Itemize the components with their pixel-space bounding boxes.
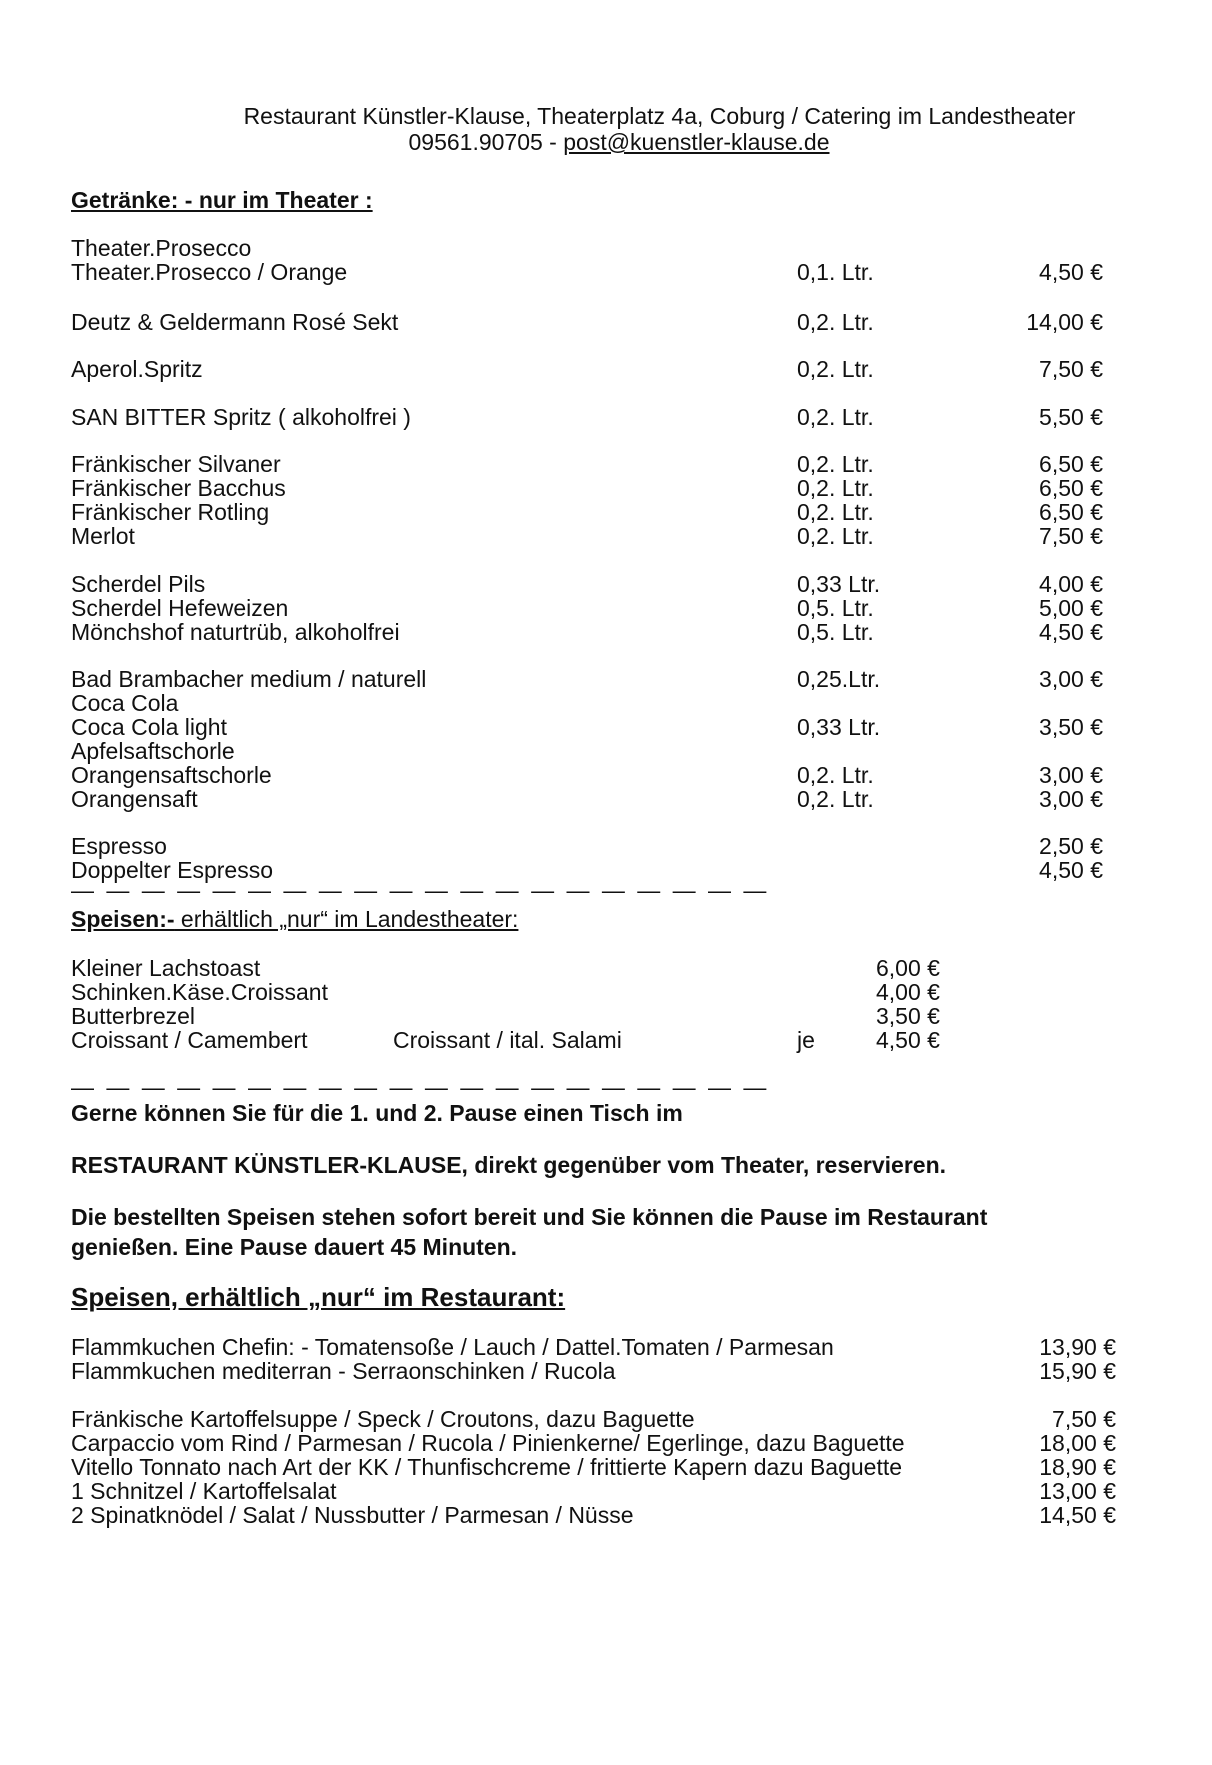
drink-qty: 0,1. Ltr.	[797, 259, 874, 285]
drink-row	[71, 475, 1131, 502]
drink-row	[71, 235, 1131, 262]
drink-name: Theater.Prosecco / Orange	[71, 259, 348, 285]
drink-name: SAN BITTER Spritz ( alkoholfrei )	[71, 404, 411, 430]
drink-price: 7,50 €	[1039, 523, 1103, 549]
drink-price: 4,50 €	[1039, 619, 1103, 645]
drink-price: 4,00 €	[1039, 571, 1103, 597]
drink-name: Doppelter Espresso	[71, 857, 273, 883]
drink-price: 14,00 €	[1026, 309, 1103, 335]
drink-price: 6,50 €	[1039, 499, 1103, 525]
drink-row	[71, 309, 1131, 336]
contact-line	[0, 129, 1212, 155]
dish-price: 13,00 €	[1039, 1478, 1116, 1504]
header	[0, 103, 1212, 155]
food-name-alt: Croissant / ital. Salami	[393, 1027, 622, 1053]
drink-price: 7,50 €	[1039, 356, 1103, 382]
drink-name: Fränkischer Bacchus	[71, 475, 286, 501]
divider-dashes: — — — — — — — — — — — — — — — — — — — —	[71, 877, 770, 903]
drink-name: Coca Cola light	[71, 714, 227, 740]
drink-price: 3,50 €	[1039, 714, 1103, 740]
dish-name: Fränkische Kartoffelsuppe / Speck / Croutons, dazu Baguette	[71, 1406, 695, 1432]
drink-price: 5,00 €	[1039, 595, 1103, 621]
drink-price: 3,00 €	[1039, 666, 1103, 692]
drink-price: 2,50 €	[1039, 833, 1103, 859]
drink-row	[71, 571, 1131, 598]
drink-name: Apfelsaftschorle	[71, 738, 235, 764]
phone-number: 09561.90705 -	[408, 129, 564, 155]
drink-price: 3,00 €	[1039, 762, 1103, 788]
dish-price: 7,50 €	[1052, 1406, 1116, 1432]
dish-price: 15,90 €	[1039, 1358, 1116, 1384]
restaurant-food-row	[71, 1478, 1131, 1505]
food-name: Kleiner Lachstoast	[71, 955, 261, 981]
notice-paragraph-1: Gerne können Sie für die 1. und 2. Pause einen Tisch im	[71, 1100, 683, 1126]
drink-qty: 0,2. Ltr.	[797, 762, 874, 788]
drink-row	[71, 833, 1131, 860]
drink-qty: 0,2. Ltr.	[797, 309, 874, 335]
drink-name: Orangensaft	[71, 786, 198, 812]
food-row	[71, 1003, 1131, 1030]
dish-price: 13,90 €	[1039, 1334, 1116, 1360]
drink-name: Espresso	[71, 833, 167, 859]
drink-row	[71, 786, 1131, 813]
email-link[interactable]: post@kuenstler-klause.de	[563, 129, 830, 155]
drink-row	[71, 259, 1131, 286]
restaurant-food-row	[71, 1406, 1131, 1433]
food-name: Croissant / Camembert	[71, 1027, 308, 1053]
drink-row	[71, 666, 1131, 693]
drink-qty: 0,2. Ltr.	[797, 404, 874, 430]
drink-name: Aperol.Spritz	[71, 356, 203, 382]
drink-qty: 0,2. Ltr.	[797, 451, 874, 477]
drink-name: Orangensaftschorle	[71, 762, 272, 788]
food-theater-title-bold: Speisen:-	[71, 906, 175, 932]
drink-name: Mönchshof naturtrüb, alkoholfrei	[71, 619, 400, 645]
drink-name: Scherdel Pils	[71, 571, 206, 597]
drink-qty: 0,25.Ltr.	[797, 666, 881, 692]
drink-row	[71, 714, 1131, 741]
drink-name: Coca Cola	[71, 690, 179, 716]
food-name: Schinken.Käse.Croissant	[71, 979, 328, 1005]
food-row	[71, 955, 1131, 982]
dish-price: 14,50 €	[1039, 1502, 1116, 1528]
dish-price: 18,90 €	[1039, 1454, 1116, 1480]
dish-name: Vitello Tonnato nach Art der KK / Thunfischcreme / frittierte Kapern dazu Baguette	[71, 1454, 903, 1480]
food-price: 6,00 €	[876, 955, 940, 981]
dish-name: 1 Schnitzel / Kartoffelsalat	[71, 1478, 337, 1504]
drink-qty: 0,5. Ltr.	[797, 619, 874, 645]
drink-price: 3,00 €	[1039, 786, 1103, 812]
restaurant-food-row	[71, 1430, 1131, 1457]
drink-row	[71, 451, 1131, 478]
drink-qty: 0,5. Ltr.	[797, 595, 874, 621]
drink-qty: 0,2. Ltr.	[797, 786, 874, 812]
notice-paragraph-3: Die bestellten Speisen stehen sofort bereit und Sie können die Pause im Restaurant genießen. Eine Pause dauert 45 Minuten.	[71, 1204, 988, 1260]
food-each-label: je	[797, 1027, 815, 1053]
divider-dashes: — — — — — — — — — — — — — — — — — — — —	[71, 1074, 770, 1100]
restaurant-food-row	[71, 1454, 1131, 1481]
drink-price: 6,50 €	[1039, 451, 1103, 477]
food-price: 3,50 €	[876, 1003, 940, 1029]
restaurant-food-row	[71, 1502, 1131, 1529]
drink-row	[71, 499, 1131, 526]
drink-qty: 0,2. Ltr.	[797, 475, 874, 501]
drink-qty: 0,2. Ltr.	[797, 523, 874, 549]
dish-name: Flammkuchen Chefin: - Tomatensoße / Lauch / Dattel.Tomaten / Parmesan	[71, 1334, 834, 1360]
food-row	[71, 1027, 1131, 1054]
drink-row	[71, 762, 1131, 789]
food-name: Butterbrezel	[71, 1003, 196, 1029]
drink-qty: 0,2. Ltr.	[797, 499, 874, 525]
drink-row	[71, 619, 1131, 646]
food-theater-title-rest: erhältlich „nur“ im Landestheater:	[174, 906, 519, 932]
dish-name: 2 Spinatknödel / Salat / Nussbutter / Parmesan / Nüsse	[71, 1502, 634, 1528]
drink-row	[71, 404, 1131, 431]
drink-name: Scherdel Hefeweizen	[71, 595, 289, 621]
drink-name: Fränkischer Silvaner	[71, 451, 281, 477]
restaurant-food-row	[71, 1334, 1131, 1361]
drink-price: 4,50 €	[1039, 857, 1103, 883]
drink-name: Bad Brambacher medium / naturell	[71, 666, 427, 692]
drink-qty: 0,33 Ltr.	[797, 571, 881, 597]
restaurant-address: Restaurant Künstler-Klause, Theaterplatz 4a, Coburg / Catering im Landestheater	[243, 103, 1076, 129]
drink-row	[71, 595, 1131, 622]
dish-name: Carpaccio vom Rind / Parmesan / Rucola / Pinienkerne/ Egerlinge, dazu Baguette	[71, 1430, 905, 1456]
drink-row	[71, 690, 1131, 717]
drink-name: Fränkischer Rotling	[71, 499, 270, 525]
drink-name: Merlot	[71, 523, 135, 549]
drink-price: 4,50 €	[1039, 259, 1103, 285]
notice-paragraph-2: RESTAURANT KÜNSTLER-KLAUSE, direkt gegenüber vom Theater, reservieren.	[71, 1152, 947, 1178]
drink-price: 5,50 €	[1039, 404, 1103, 430]
drink-row	[71, 356, 1131, 383]
drinks-title: Getränke: - nur im Theater :	[71, 187, 373, 213]
drink-name: Deutz & Geldermann Rosé Sekt	[71, 309, 399, 335]
drink-row	[71, 738, 1131, 765]
food-restaurant-title: Speisen, erhältlich „nur“ im Restaurant:	[71, 1282, 566, 1312]
drink-price: 6,50 €	[1039, 475, 1103, 501]
drink-row	[71, 523, 1131, 550]
drink-qty: 0,2. Ltr.	[797, 356, 874, 382]
food-row	[71, 979, 1131, 1006]
food-price: 4,50 €	[876, 1027, 940, 1053]
drink-qty: 0,33 Ltr.	[797, 714, 881, 740]
food-price: 4,00 €	[876, 979, 940, 1005]
dish-price: 18,00 €	[1039, 1430, 1116, 1456]
dish-name: Flammkuchen mediterran - Serraonschinken / Rucola	[71, 1358, 616, 1384]
restaurant-food-row	[71, 1358, 1131, 1385]
drink-name: Theater.Prosecco	[71, 235, 252, 261]
food-theater-title	[71, 906, 518, 933]
